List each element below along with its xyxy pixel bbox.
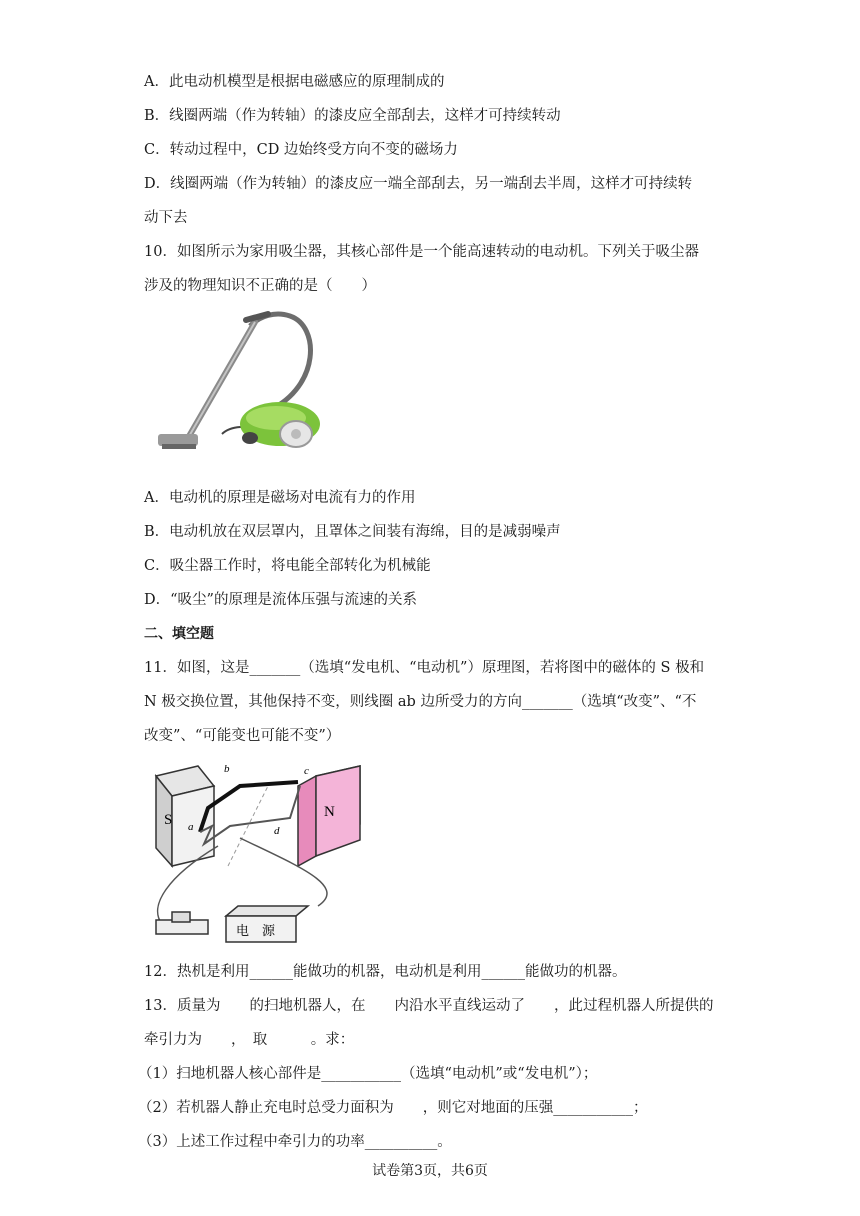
q10-option-b: B．电动机放在双层罩内，且罩体之间装有海绵，目的是减弱噪声 — [144, 524, 561, 540]
q10-option-c: C．吸尘器工作时，将电能全部转化为机械能 — [144, 558, 431, 574]
n-pole-label: N — [324, 804, 335, 820]
q10-stem-2: 涉及的物理知识不正确的是（ ） — [144, 278, 376, 294]
q9-option-c: C．转动过程中，CD 边始终受方向不变的磁场力 — [144, 142, 458, 158]
q12-line: 12．热机是利用______能做功的机器，电动机是利用______能做功的机器。 — [144, 964, 627, 980]
q11-line-3: 改变”、“可能变也可能不变”） — [144, 728, 341, 744]
q13-line-1: 13．质量为 的扫地机器人，在 内沿水平直线运动了 ，此过程机器人所提供的 — [144, 998, 714, 1014]
power-supply-label: 电 源 — [236, 924, 276, 939]
motor-principle-figure — [148, 756, 368, 951]
q9-option-a: A．此电动机模型是根据电磁感应的原理制成的 — [144, 74, 445, 90]
page-footer: 试卷第3页，共6页 — [372, 1163, 488, 1179]
q10-option-d: D．“吸尘”的原理是流体压强与流速的关系 — [144, 592, 417, 608]
coil-label-b: b — [224, 763, 230, 775]
section-heading: 二、填空题 — [144, 626, 214, 642]
q13-part-3: （3）上述工作过程中牵引力的功率__________。 — [138, 1134, 452, 1150]
s-pole-label: S — [164, 812, 173, 828]
q9-option-d-cont: 动下去 — [144, 210, 188, 226]
coil-label-a: a — [188, 821, 194, 833]
vacuum-cleaner-figure — [150, 306, 330, 466]
q10-option-a: A．电动机的原理是磁场对电流有力的作用 — [144, 490, 416, 506]
q9-option-b: B．线圈两端（作为转轴）的漆皮应全部刮去，这样才可持续转动 — [144, 108, 561, 124]
q10-stem-1: 10．如图所示为家用吸尘器，其核心部件是一个能高速转动的电动机。下列关于吸尘器 — [144, 244, 699, 260]
coil-label-c: c — [304, 765, 309, 777]
q13-part-1: （1）扫地机器人核心部件是___________（选填“电动机”或“发电机”）； — [138, 1066, 598, 1082]
q13-part-2: （2）若机器人静止充电时总受力面积为 ，则它对地面的压强___________； — [138, 1100, 648, 1116]
coil-label-d: d — [274, 825, 280, 837]
q11-line-2: N 极交换位置，其他保持不变，则线圈 ab 边所受力的方向_______（选填“改变”、“不 — [144, 694, 697, 710]
q9-option-d: D．线圈两端（作为转轴）的漆皮应一端全部刮去，另一端刮去半周，这样才可持续转 — [144, 176, 693, 192]
q13-line-2: 牵引力为 ， 取 。求： — [144, 1032, 355, 1048]
q11-line-1: 11．如图，这是_______（选填“发电机、“电动机”）原理图，若将图中的磁体的 S 极和 — [144, 660, 705, 676]
